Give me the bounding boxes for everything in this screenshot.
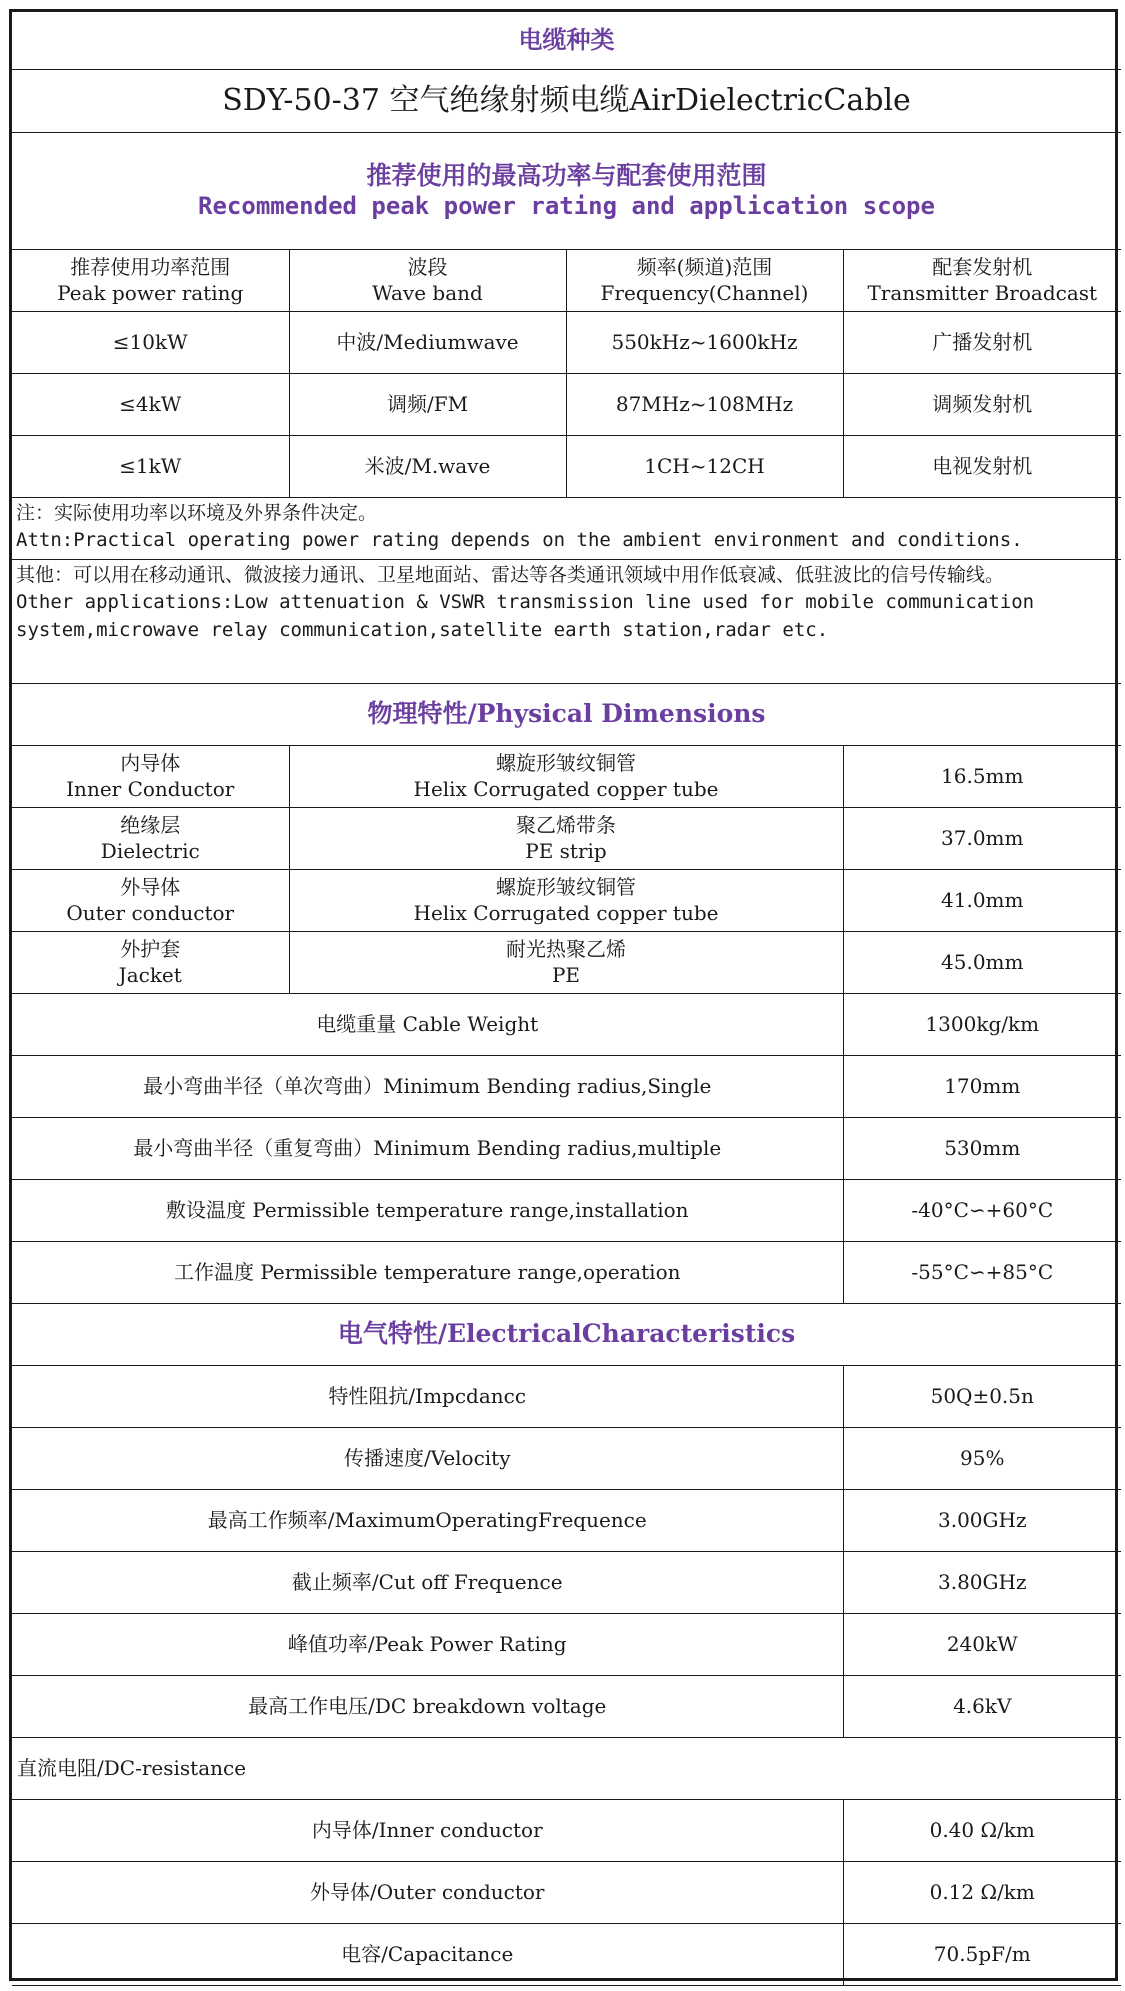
table-row xyxy=(12,745,1121,807)
property-value: 170mm xyxy=(843,1055,1121,1117)
property-label: 外导体/Outer conductor xyxy=(12,1861,843,1923)
header-power: 推荐使用功率范围 Peak power rating xyxy=(12,249,289,311)
cell-band: 调频/FM xyxy=(289,373,566,435)
cell-power: ≤4kW xyxy=(12,373,289,435)
table-row xyxy=(12,311,1121,373)
part-value: 41.0mm xyxy=(843,869,1121,931)
property-value: 50Q±0.5n xyxy=(843,1365,1121,1427)
property-label: 最高工作频率/MaximumOperatingFrequence xyxy=(12,1489,843,1551)
part-name: 外护套 Jacket xyxy=(12,931,289,993)
other-note-en: Other applications:Low attenuation & VSWR transmission line used for mobile communication system,microwave relay communication,satellite earth station,radar etc. xyxy=(16,591,1035,641)
table-row xyxy=(12,1489,1121,1551)
cell-power: ≤10kW xyxy=(12,311,289,373)
part-value: 37.0mm xyxy=(843,807,1121,869)
property-label: 传播速度/Velocity xyxy=(12,1427,843,1489)
part-material: 螺旋形皱纹铜管 Helix Corrugated copper tube xyxy=(289,745,843,807)
table-row xyxy=(12,807,1121,869)
table-row xyxy=(12,1365,1121,1427)
electrical-section-title: 电气特性/ElectricalCharacteristics xyxy=(12,1303,1121,1365)
spec-sheet xyxy=(9,9,1118,1981)
table-row xyxy=(12,869,1121,931)
property-label: 最小弯曲半径（重复弯曲）Minimum Bending radius,multiple xyxy=(12,1117,843,1179)
dc-resistance-label: 直流电阻/DC-resistance xyxy=(12,1737,1121,1799)
property-value: -55°C∽+85°C xyxy=(843,1241,1121,1303)
property-label: 电缆重量 Cable Weight xyxy=(12,993,843,1055)
property-label: 截止频率/Cut off Frequence xyxy=(12,1551,843,1613)
property-value: 4.6kV xyxy=(843,1675,1121,1737)
property-label: 内导体/Inner conductor xyxy=(12,1799,843,1861)
table-row xyxy=(12,435,1121,497)
other-applications-note xyxy=(12,559,1121,683)
header-frequency: 频率(频道)范围 Frequency(Channel) xyxy=(566,249,843,311)
property-value: 70.5pF/m xyxy=(843,1923,1121,1985)
part-name: 内导体 Inner Conductor xyxy=(12,745,289,807)
cell-band: 米波/M.wave xyxy=(289,435,566,497)
property-label: 敷设温度 Permissible temperature range,installation xyxy=(12,1179,843,1241)
property-label: 特性阻抗/Impcdancc xyxy=(12,1365,843,1427)
property-value: 240kW xyxy=(843,1613,1121,1675)
cell-transmitter: 电视发射机 xyxy=(843,435,1121,497)
part-material: 聚乙烯带条 PE strip xyxy=(289,807,843,869)
property-value: 1300kg/km xyxy=(843,993,1121,1055)
product-name: SDY-50-37 空气绝缘射频电缆AirDielectricCable xyxy=(12,69,1121,132)
table-row xyxy=(12,1923,1121,1985)
cell-frequency: 87MHz~108MHz xyxy=(566,373,843,435)
property-value: 530mm xyxy=(843,1117,1121,1179)
table-row xyxy=(12,373,1121,435)
table-row xyxy=(12,993,1121,1055)
cell-frequency: 550kHz~1600kHz xyxy=(566,311,843,373)
table-row xyxy=(12,1613,1121,1675)
scope-heading xyxy=(12,132,1121,249)
table-row xyxy=(12,1551,1121,1613)
property-label: 最小弯曲半径（单次弯曲）Minimum Bending radius,Single xyxy=(12,1055,843,1117)
category-title: 电缆种类 xyxy=(12,12,1121,69)
table-row xyxy=(12,1055,1121,1117)
attn-note-en: Attn:Practical operating power rating depends on the ambient environment and conditions. xyxy=(16,529,1023,552)
property-label: 峰值功率/Peak Power Rating xyxy=(12,1613,843,1675)
cell-frequency: 1CH~12CH xyxy=(566,435,843,497)
property-label: 电容/Capacitance xyxy=(12,1923,843,1985)
physical-section-title: 物理特性/Physical Dimensions xyxy=(12,683,1121,745)
part-value: 45.0mm xyxy=(843,931,1121,993)
table-row xyxy=(12,1179,1121,1241)
scope-heading-en: Recommended peak power rating and application scope xyxy=(198,192,935,221)
header-band: 波段 Wave band xyxy=(289,249,566,311)
table-row xyxy=(12,1241,1121,1303)
power-table-header xyxy=(12,249,1121,311)
attn-note-cn: 注：实际使用功率以环境及外界条件决定。 xyxy=(16,501,378,524)
table-row xyxy=(12,931,1121,993)
scope-heading-cn: 推荐使用的最高功率与配套使用范围 xyxy=(366,160,767,190)
part-name: 绝缘层 Dielectric xyxy=(12,807,289,869)
table-row xyxy=(12,1427,1121,1489)
property-value: 3.00GHz xyxy=(843,1489,1121,1551)
part-material: 螺旋形皱纹铜管 Helix Corrugated copper tube xyxy=(289,869,843,931)
property-value: 0.12 Ω/km xyxy=(843,1861,1121,1923)
cell-power: ≤1kW xyxy=(12,435,289,497)
table-row xyxy=(12,1799,1121,1861)
property-value: 0.40 Ω/km xyxy=(843,1799,1121,1861)
part-value: 16.5mm xyxy=(843,745,1121,807)
cell-band: 中波/Mediumwave xyxy=(289,311,566,373)
header-transmitter: 配套发射机 Transmitter Broadcast xyxy=(843,249,1121,311)
cell-transmitter: 广播发射机 xyxy=(843,311,1121,373)
property-value: 95% xyxy=(843,1427,1121,1489)
property-label: 最高工作电压/DC breakdown voltage xyxy=(12,1675,843,1737)
table-row xyxy=(12,1861,1121,1923)
part-material: 耐光热聚乙烯 PE xyxy=(289,931,843,993)
property-value: -40°C∽+60°C xyxy=(843,1179,1121,1241)
table-row xyxy=(12,1117,1121,1179)
property-label: 工作温度 Permissible temperature range,operation xyxy=(12,1241,843,1303)
other-note-cn: 其他：可以用在移动通讯、微波接力通讯、卫星地面站、雷达等各类通讯领域中用作低衰减、低驻波比的信号传输线。 xyxy=(16,563,1005,586)
part-name: 外导体 Outer conductor xyxy=(12,869,289,931)
cell-transmitter: 调频发射机 xyxy=(843,373,1121,435)
attn-note xyxy=(12,497,1121,559)
property-value: 3.80GHz xyxy=(843,1551,1121,1613)
table-row xyxy=(12,1675,1121,1737)
spec-table xyxy=(12,12,1121,1986)
